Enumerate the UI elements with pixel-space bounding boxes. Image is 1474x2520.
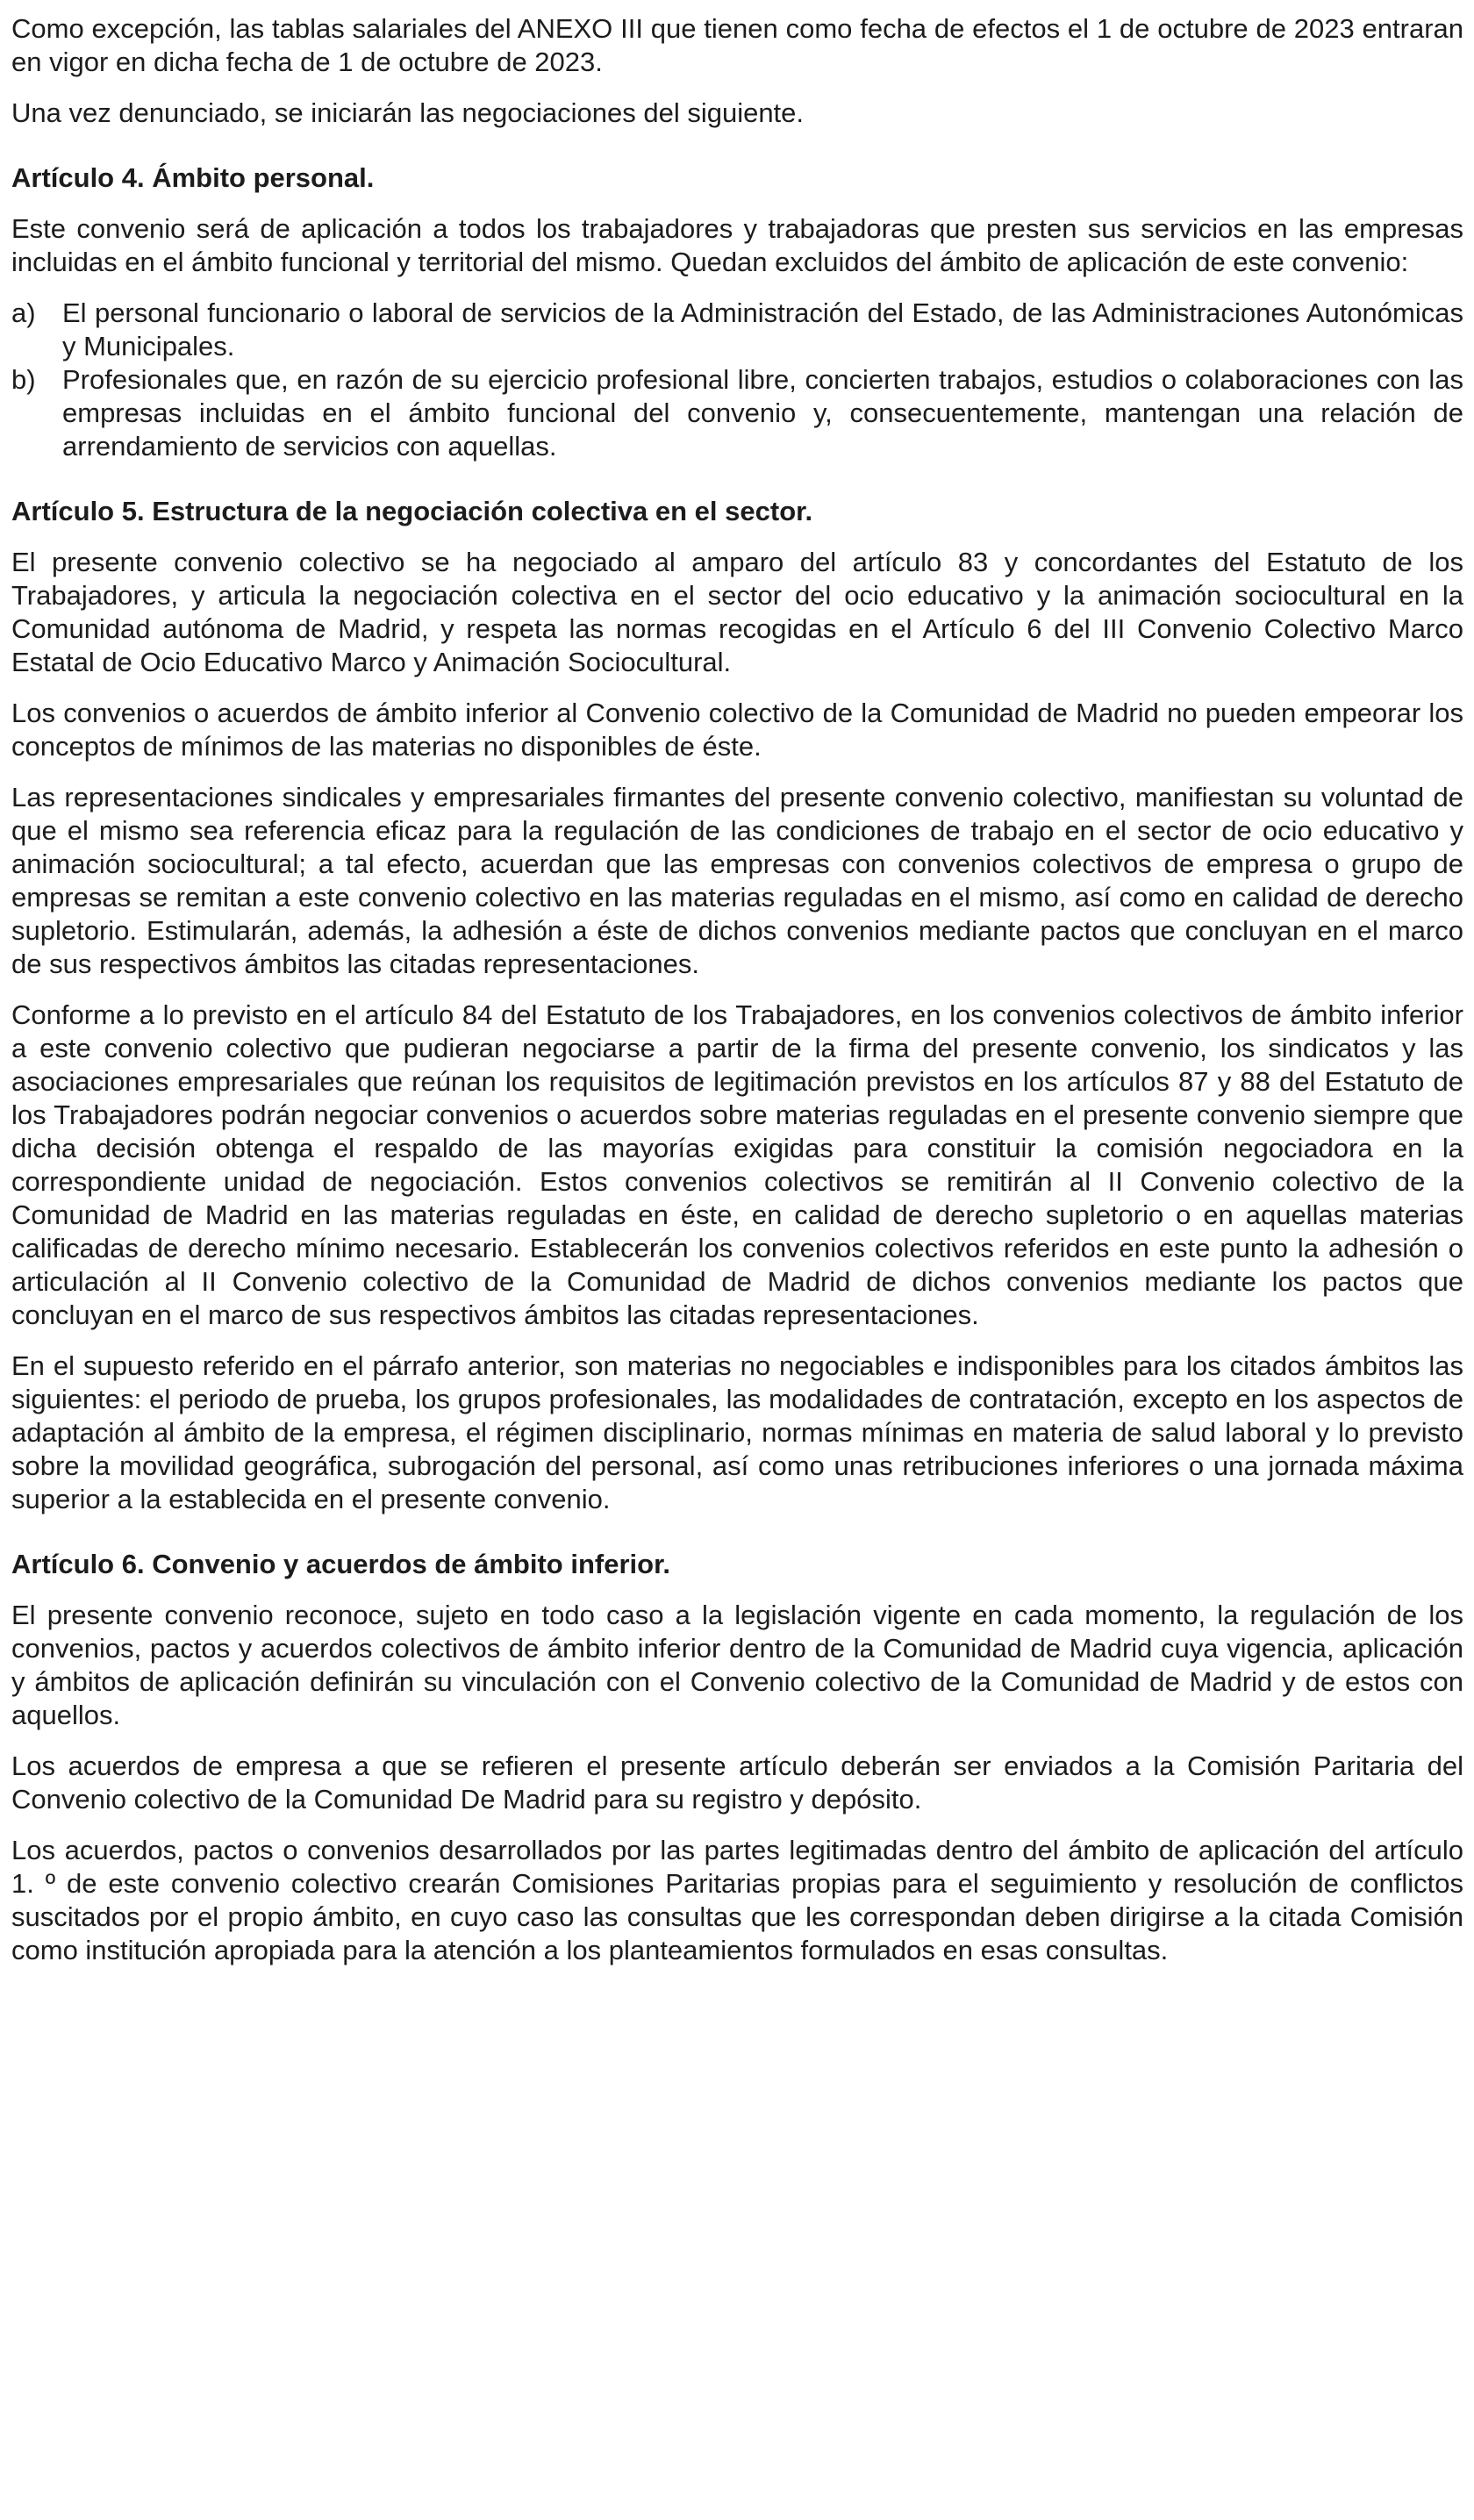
- article-5-paragraph-3: Las representaciones sindicales y empresariales firmantes del presente convenio colectivo, manifiestan su voluntad de que el mismo sea referencia eficaz para la regulación de las condiciones de trabajo en el sector de ocio educativo y animación sociocultural; a tal efecto, acuerdan que las empresas con convenios colectivos de empresa o grupo de empresas se remitan a este convenio colectivo en las materias reguladas en el mismo, así como en calidad de derecho supletorio. Estimularán, además, la adhesión a éste de dichos convenios mediante pactos que concluyan en el marco de sus respectivos ámbitos las citadas representaciones.: [11, 782, 1463, 979]
- article-6-heading: Artículo 6. Convenio y acuerdos de ámbito inferior.: [11, 1549, 671, 1579]
- article-6-paragraph-2: Los acuerdos de empresa a que se refieren el presente artículo deberán ser enviados a la Comisión Paritaria del Convenio colectivo de la Comunidad De Madrid para su registro y depósito.: [11, 1750, 1463, 1815]
- intro-paragraph-2: Una vez denunciado, se iniciarán las negociaciones del siguiente.: [11, 97, 805, 128]
- list-item-marker: b): [11, 364, 36, 395]
- list-item: [11, 363, 1463, 463]
- article-5-paragraph-4: Conforme a lo previsto en el artículo 84 del Estatuto de los Trabajadores, en los convenios colectivos de ámbito inferior a este convenio colectivo que pudieran negociarse a partir de la firma del presente convenio, los sindicatos y las asociaciones empresariales que reúnan los requisitos de legitimación previstos en los artículos 87 y 88 del Estatuto de los Trabajadores podrán negociar convenios o acuerdos sobre materias reguladas en el presente convenio siempre que dicha decisión obtenga el respaldo de las mayorías exigidas para constituir la comisión negociadora en la correspondiente unidad de negociación. Estos convenios colectivos se remitirán al II Convenio colectivo de la Comunidad de Madrid en las materias reguladas en éste, en calidad de derecho supletorio o en aquellas materias calificadas de derecho mínimo necesario. Establecerán los convenios colectivos referidos en este punto la adhesión o articulación al II Convenio colectivo de la Comunidad de Madrid de dichos convenios mediante los pactos que concluyan en el marco de sus respectivos ámbitos las citadas representaciones.: [11, 999, 1463, 1330]
- article-4-exclusions-list: [11, 297, 1463, 463]
- list-item-text: Profesionales que, en razón de su ejercicio profesional libre, concierten trabajos, estudios o colaboraciones con las empresas incluidas en el ámbito funcional del convenio y, consecuentemente, mantengan una relación de arrendamiento de servicios con aquellas.: [62, 364, 1463, 462]
- list-item: [11, 297, 1463, 363]
- section-gap: [11, 147, 1463, 161]
- article-4-paragraph-1: Este convenio será de aplicación a todos los trabajadores y trabajadoras que presten sus servicios en las empresas incluidas en el ámbito funcional y territorial del mismo. Quedan excluidos del ámbito de aplicación de este convenio:: [11, 213, 1463, 277]
- list-item-marker: a): [11, 297, 36, 328]
- article-5-paragraph-2: Los convenios o acuerdos de ámbito inferior al Convenio colectivo de la Comunidad de Madrid no pueden empeorar los conceptos de mínimos de las materias no disponibles de éste.: [11, 698, 1463, 762]
- intro-paragraph-1: Como excepción, las tablas salariales del ANEXO III que tienen como fecha de efectos el 1 de octubre de 2023 entraran en vigor en dicha fecha de 1 de octubre de 2023.: [11, 13, 1463, 77]
- article-6-paragraph-1: El presente convenio reconoce, sujeto en todo caso a la legislación vigente en cada momento, la regulación de los convenios, pactos y acuerdos colectivos de ámbito inferior dentro de la Comunidad de Madrid cuya vigencia, aplicación y ámbitos de aplicación definirán su vinculación con el Convenio colectivo de la Comunidad de Madrid y de estos con aquellos.: [11, 1600, 1463, 1730]
- list-item-text: El personal funcionario o laboral de servicios de la Administración del Estado, de las Administraciones Autonómicas y Municipales.: [62, 297, 1463, 362]
- article-4-heading: Artículo 4. Ámbito personal.: [11, 162, 375, 193]
- article-5-paragraph-5: En el supuesto referido en el párrafo anterior, son materias no negociables e indisponibles para los citados ámbitos las siguientes: el periodo de prueba, los grupos profesionales, las modalidades de contratación, excepto en los aspectos de adaptación al ámbito de la empresa, el régimen disciplinario, normas mínimas en materia de salud laboral y lo previsto sobre la movilidad geográfica, subrogación del personal, así como unas retribuciones inferiores o una jornada máxima superior a la establecida en el presente convenio.: [11, 1350, 1463, 1514]
- section-gap: [11, 1534, 1463, 1548]
- article-5-paragraph-1: El presente convenio colectivo se ha negociado al amparo del artículo 83 y concordantes del Estatuto de los Trabajadores, y articula la negociación colectiva en el sector del ocio educativo y la animación sociocultural en la Comunidad autónoma de Madrid, y respeta las normas recogidas en el Artículo 6 del III Convenio Colectivo Marco Estatal de Ocio Educativo Marco y Animación Sociocultural.: [11, 547, 1463, 677]
- article-6-paragraph-3: Los acuerdos, pactos o convenios desarrollados por las partes legitimadas dentro del ámbito de aplicación del artículo 1. º de este convenio colectivo crearán Comisiones Paritarias propias para el seguimiento y resolución de conflictos suscitados por el propio ámbito, en cuyo caso las consultas que les correspondan deben dirigirse a la citada Comisión como institución apropiada para la atención a los planteamientos formulados en esas consultas.: [11, 1835, 1463, 1965]
- article-5-heading: Artículo 5. Estructura de la negociación colectiva en el sector.: [11, 496, 813, 526]
- section-gap: [11, 481, 1463, 495]
